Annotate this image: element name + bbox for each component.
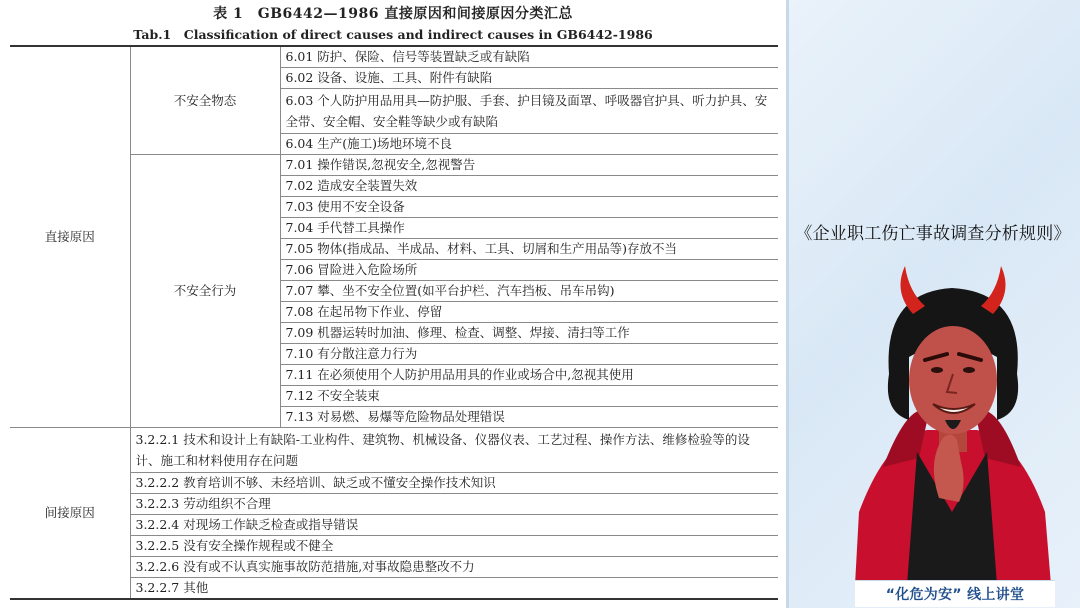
table-cell-item: 7.02 造成安全装置失效 [280, 176, 778, 197]
table-cell-item: 7.03 使用不安全设备 [280, 197, 778, 218]
painted-red-face [909, 326, 997, 434]
devil-costume-man-illustration [847, 262, 1057, 585]
table-title-chinese: 表 1 GB6442—1986 直接原因和间接原因分类汇总 [213, 6, 573, 22]
table-cell-item: 3.2.2.5 没有安全操作规程或不健全 [130, 536, 778, 557]
table-cell-item: 7.12 不安全装束 [280, 386, 778, 407]
table-cell-item: 6.04 生产(施工)场地环境不良 [280, 134, 778, 155]
lecture-caption-bar [855, 580, 1055, 607]
unsafe-act-label: 不安全行为 [130, 155, 280, 428]
direct-cause-label: 直接原因 [10, 46, 130, 428]
table-cell-item: 6.02 设备、设施、工具、附件有缺陷 [280, 68, 778, 89]
table-cell-item: 7.11 在必须使用个人防护用品用具的作业或场合中,忽视其使用 [280, 365, 778, 386]
table-cell-item: 7.09 机器运转时加油、修理、检查、调整、焊接、清扫等工作 [280, 323, 778, 344]
table-cell-item: 6.01 防护、保险、信号等装置缺乏或有缺陷 [280, 46, 778, 68]
lecture-caption: “化危为安” 线上讲堂 [885, 587, 1025, 603]
right-eye [963, 367, 975, 373]
table-cell-item: 3.2.2.1 技术和设计上有缺陷-工业构件、建筑物、机械设备、仪器仪表、工艺过程、操作方法、维修检验等的设计、施工和材料使用存在问题 [130, 428, 778, 473]
unsafe-condition-label: 不安全物态 [130, 46, 280, 155]
table-title-english: Tab.1 Classification of direct causes and indirect causes in GB6442-1986 [133, 27, 653, 42]
table-cell-item: 3.2.2.6 没有或不认真实施事故防范措施,对事故隐患整改不力 [130, 557, 778, 578]
table-cell-item: 7.06 冒险进入危险场所 [280, 260, 778, 281]
table-cell-item: 7.01 操作错误,忽视安全,忽视警告 [280, 155, 778, 176]
table-cell-item: 7.04 手代替工具操作 [280, 218, 778, 239]
indirect-cause-label: 间接原因 [10, 428, 130, 600]
table-cell-item: 7.07 攀、坐不安全位置(如平台护栏、汽车挡板、吊车吊钩) [280, 281, 778, 302]
table-cell-item: 7.10 有分散注意力行为 [280, 344, 778, 365]
table-cell-item: 7.08 在起吊物下作业、停留 [280, 302, 778, 323]
right-horn [981, 266, 1006, 314]
regulation-title: 《企业职工伤亡事故调查分析规则》 [795, 224, 1071, 244]
table-cell-item: 7.05 物体(指成品、半成品、材料、工具、切屑和生产用品等)存放不当 [280, 239, 778, 260]
table-cell-item: 3.2.2.2 教育培训不够、未经培训、缺乏或不懂安全操作技术知识 [130, 473, 778, 494]
sidebar-divider [786, 0, 789, 608]
table-cell-item: 3.2.2.3 劳动组织不合理 [130, 494, 778, 515]
left-eye [931, 367, 943, 373]
cause-classification-table [10, 45, 778, 600]
left-horn [901, 266, 926, 314]
table-cell-item: 3.2.2.4 对现场工作缺乏检查或指导错误 [130, 515, 778, 536]
table-cell-item: 6.03 个人防护用品用具—防护服、手套、护目镜及面罩、呼吸器官护具、听力护具、安全带、安全帽、安全鞋等缺少或有缺陷 [280, 89, 778, 134]
table-cell-item: 7.13 对易燃、易爆等危险物品处理错误 [280, 407, 778, 428]
table-cell-item: 3.2.2.7 其他 [130, 578, 778, 600]
